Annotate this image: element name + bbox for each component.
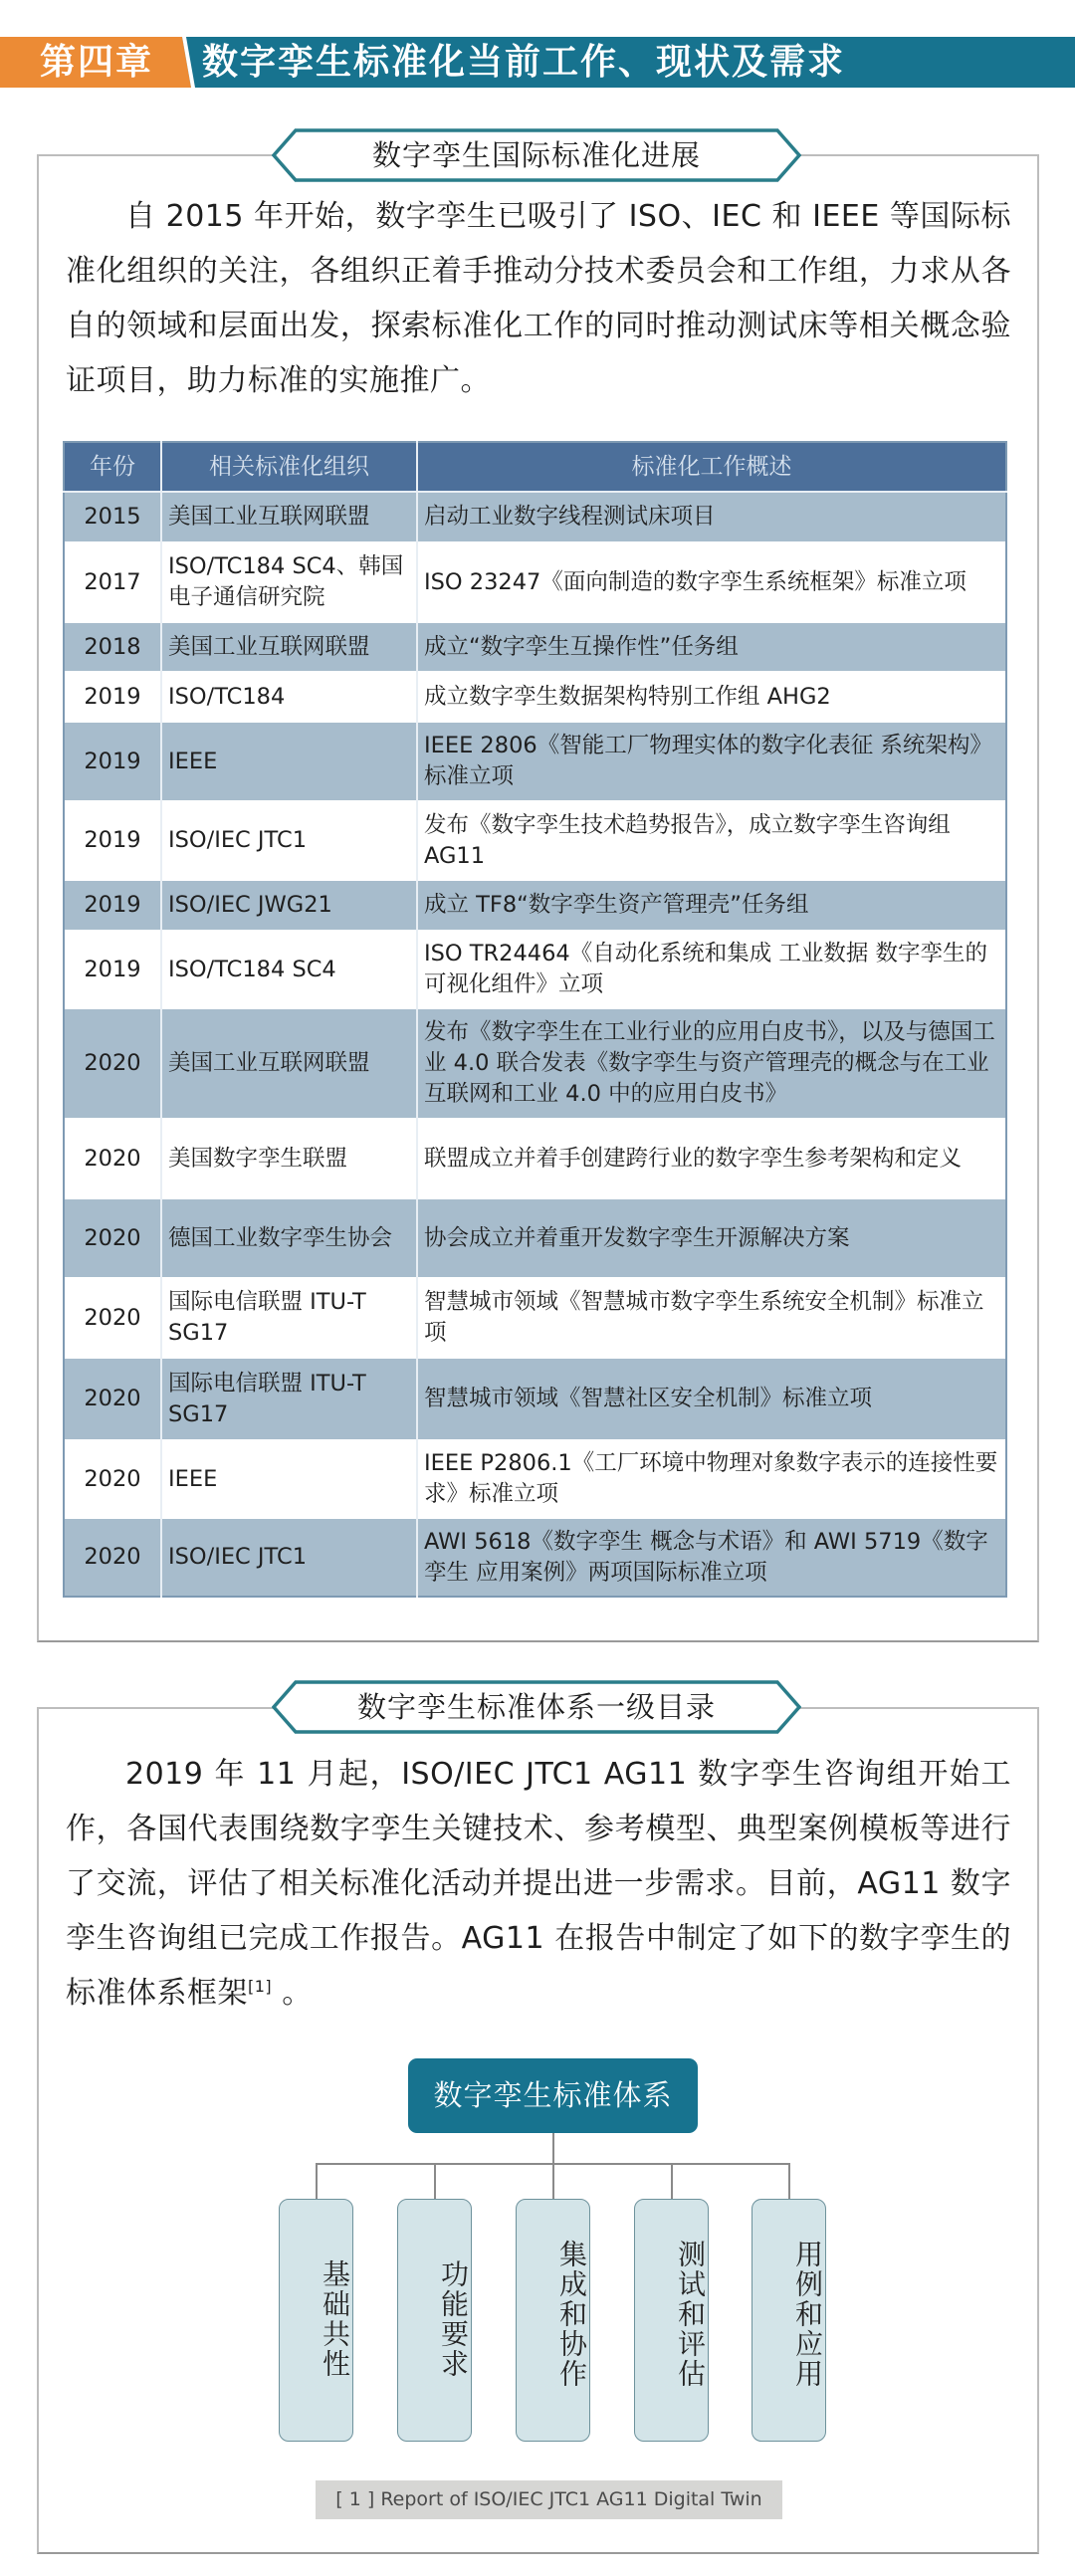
cell-org: ISO/IEC JTC1 — [161, 1519, 417, 1597]
child-label-text: 测试和评估 — [674, 2240, 707, 2389]
section-heading: 数字孪生标准体系一级目录 — [356, 1690, 716, 1724]
cell-org: IEEE — [161, 1439, 417, 1519]
connector-line — [671, 2163, 673, 2199]
child-label-text: 功能要求 — [437, 2259, 470, 2379]
diagram-child-node — [752, 2199, 826, 2442]
cell-summary: 联盟成立并着手创建跨行业的数字孪生参考架构和定义 — [417, 1118, 1006, 1199]
table-row — [64, 881, 1006, 930]
table-row — [64, 723, 1006, 800]
cell-year: 2019 — [64, 930, 161, 1009]
cell-year: 2020 — [64, 1519, 161, 1597]
cell-summary: 成立“数字孪生互操作性”任务组 — [417, 623, 1006, 671]
cell-summary: ISO TR24464《自动化系统和集成 工业数据 数字孪生的可视化组件》立项 — [417, 930, 1006, 1009]
cell-summary: 协会成立并着重开发数字孪生开源解决方案 — [417, 1199, 1006, 1277]
column-header-summary: 标准化工作概述 — [417, 442, 1006, 492]
table-row — [64, 492, 1006, 541]
diagram-child-label — [517, 2240, 588, 2389]
cell-summary: 发布《数字孪生技术趋势报告》，成立数字孪生咨询组 AG11 — [417, 800, 1006, 881]
cell-year: 2019 — [64, 800, 161, 881]
diagram-child-node — [397, 2199, 472, 2442]
footnote-reference: [1] — [248, 1977, 273, 1996]
diagram-child-label — [752, 2240, 824, 2389]
cell-org: ISO/IEC JWG21 — [161, 881, 417, 930]
cell-year: 2018 — [64, 623, 161, 671]
cell-org: IEEE — [161, 723, 417, 800]
cell-year: 2019 — [64, 671, 161, 723]
cell-summary: 启动工业数字线程测试床项目 — [417, 492, 1006, 541]
section-heading: 数字孪生国际标准化进展 — [371, 138, 701, 172]
cell-year: 2020 — [64, 1009, 161, 1118]
child-label-text: 基础共性 — [319, 2259, 351, 2379]
cell-org: 国际电信联盟 ITU-T SG17 — [161, 1359, 417, 1439]
connector-line — [552, 2163, 554, 2199]
connector-line — [552, 2133, 554, 2164]
table-row — [64, 1519, 1006, 1597]
table-row — [64, 1118, 1006, 1199]
table-row — [64, 623, 1006, 671]
diagram-root-node: 数字孪生标准体系 — [408, 2058, 698, 2133]
cell-org: 国际电信联盟 ITU-T SG17 — [161, 1277, 417, 1359]
cell-summary: 智慧城市领域《智慧城市数字孪生系统安全机制》标准立项 — [417, 1277, 1006, 1359]
table-row — [64, 1277, 1006, 1359]
cell-year: 2017 — [64, 541, 161, 623]
diagram-child-label — [635, 2240, 707, 2389]
child-label-text: 用例和应用 — [791, 2240, 824, 2389]
chapter-banner — [0, 37, 1075, 88]
cell-year: 2020 — [64, 1199, 161, 1277]
cell-summary: IEEE P2806.1《工厂环境中物理对象数字表示的连接性要求》标准立项 — [417, 1439, 1006, 1519]
cell-summary: 智慧城市领域《智慧社区安全机制》标准立项 — [417, 1359, 1006, 1439]
child-label-text: 集成和协作 — [555, 2240, 588, 2389]
cell-year: 2020 — [64, 1118, 161, 1199]
cell-summary: 成立 TF8“数字孪生资产管理壳”任务组 — [417, 881, 1006, 930]
table-row — [64, 930, 1006, 1009]
cell-org: 美国数字孪生联盟 — [161, 1118, 417, 1199]
cell-org: ISO/TC184 SC4、韩国电子通信研究院 — [161, 541, 417, 623]
table-row — [64, 800, 1006, 881]
cell-org: ISO/IEC JTC1 — [161, 800, 417, 881]
cell-summary: 发布《数字孪生在工业行业的应用白皮书》，以及与德国工业 4.0 联合发表《数字孪生与资产管理壳的概念与在工业互联网和工业 4.0 中的应用白皮书》 — [417, 1009, 1006, 1118]
connector-line — [316, 2163, 318, 2199]
cell-summary: AWI 5618《数字孪生 概念与术语》和 AWI 5719《数字孪生 应用案例》两项国际标准立项 — [417, 1519, 1006, 1597]
cell-org: 德国工业数字孪生协会 — [161, 1199, 417, 1277]
cell-year: 2020 — [64, 1277, 161, 1359]
standardization-table — [63, 441, 1007, 1598]
cell-org: 美国工业互联网联盟 — [161, 1009, 417, 1118]
column-header-org: 相关标准化组织 — [161, 442, 417, 492]
chapter-number: 第四章 — [40, 42, 154, 83]
cell-org: ISO/TC184 SC4 — [161, 930, 417, 1009]
diagram-child-label — [280, 2259, 351, 2379]
diagram-child-label — [398, 2259, 470, 2379]
table-row — [64, 541, 1006, 623]
cell-year: 2020 — [64, 1359, 161, 1439]
connector-line — [788, 2163, 790, 2199]
figure-caption: [ 1 ] Report of ISO/IEC JTC1 AG11 Digital Twin — [316, 2480, 782, 2519]
table-row — [64, 1009, 1006, 1118]
cell-year: 2019 — [64, 723, 161, 800]
cell-summary: IEEE 2806《智能工厂物理实体的数字化表征 系统架构》标准立项 — [417, 723, 1006, 800]
table-header-row — [64, 442, 1006, 492]
column-header-year: 年份 — [64, 442, 161, 492]
table-row — [64, 1439, 1006, 1519]
cell-summary: ISO 23247《面向制造的数字孪生系统框架》标准立项 — [417, 541, 1006, 623]
table-row — [64, 1359, 1006, 1439]
intro-paragraph: 自 2015 年开始，数字孪生已吸引了 ISO、IEC 和 IEEE 等国际标准化组织的关注，各组织正着手推动分技术委员会和工作组，力求从各自的领域和层面出发，探索标准化工作的同时推动测试床等相关概念验证项目，助力标准的实施推广。 — [66, 199, 1011, 398]
cell-summary: 成立数字孪生数据架构特别工作组 AHG2 — [417, 671, 1006, 723]
paragraph-end: 。 — [272, 1976, 313, 2011]
section-heading-pill — [272, 1680, 801, 1734]
diagram-child-node — [279, 2199, 353, 2442]
cell-year: 2019 — [64, 881, 161, 930]
table-row — [64, 1199, 1006, 1277]
diagram-child-node — [634, 2199, 709, 2442]
cell-org: 美国工业互联网联盟 — [161, 623, 417, 671]
chapter-title: 数字孪生标准化当前工作、现状及需求 — [202, 42, 846, 83]
framework-paragraph — [66, 1747, 1011, 2021]
paragraph-text: 2019 年 11 月起，ISO/IEC JTC1 AG11 数字孪生咨询组开始工作，各国代表围绕数字孪生关键技术、参考模型、典型案例模板等进行了交流，评估了相关标准化活动并提出进一步需求。目前，AG11 数字孪生咨询组已完成工作报告。AG11 在报告中制定了如下的数字孪生的标准体系框架 — [66, 1757, 1011, 2011]
diagram-child-node — [516, 2199, 590, 2442]
table-row — [64, 671, 1006, 723]
cell-year: 2015 — [64, 492, 161, 541]
section-heading-pill — [272, 128, 801, 182]
connector-line — [434, 2163, 436, 2199]
cell-year: 2020 — [64, 1439, 161, 1519]
cell-org: ISO/TC184 — [161, 671, 417, 723]
cell-org: 美国工业互联网联盟 — [161, 492, 417, 541]
